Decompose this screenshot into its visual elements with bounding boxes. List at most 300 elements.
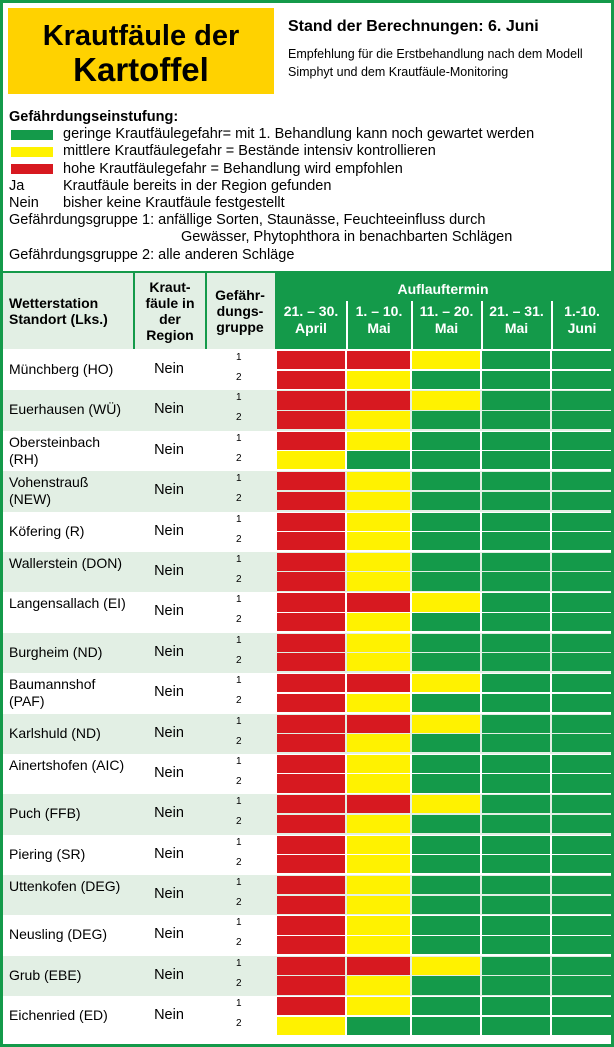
gruppe-g2: 2 — [236, 1018, 242, 1030]
station-name: Köfering (R) — [9, 522, 85, 539]
gruppe-g1: 1 — [236, 957, 242, 969]
gruppe-g2: 2 — [236, 977, 242, 989]
gruppe-g1: 1 — [236, 877, 242, 889]
krautfaeule-status: Nein — [154, 643, 184, 660]
risk-cell — [552, 593, 611, 611]
risk-cell — [412, 451, 480, 469]
risk-cell — [552, 876, 611, 894]
risk-cell — [482, 351, 550, 369]
risk-cell — [277, 997, 345, 1015]
risk-cell — [347, 634, 410, 652]
krautfaeule-status: Nein — [154, 482, 184, 499]
station-name: Langensallach (EI) — [9, 595, 126, 612]
station-name: Ainertshofen (AIC) — [9, 756, 125, 773]
col-gruppe-header: Gefähr- dungs- gruppe — [215, 287, 265, 335]
risk-cell — [347, 653, 410, 671]
gruppe-g1: 1 — [236, 473, 242, 485]
risk-cell — [412, 855, 480, 873]
risk-cell — [277, 613, 345, 631]
risk-cell — [277, 896, 345, 914]
risk-cell — [277, 411, 345, 429]
risk-cell — [552, 755, 611, 773]
risk-cell — [482, 553, 550, 571]
risk-cell — [277, 774, 345, 792]
date-header-2: 1. – 10. Mai — [355, 303, 403, 336]
risk-cell — [552, 896, 611, 914]
gruppe-g1: 1 — [236, 594, 242, 606]
risk-cell — [482, 613, 550, 631]
krautfaeule-status: Nein — [154, 401, 184, 418]
table-row — [3, 390, 611, 430]
risk-cell — [412, 1017, 480, 1035]
risk-cell — [347, 472, 410, 490]
risk-cell — [277, 876, 345, 894]
risk-cell — [482, 572, 550, 590]
krautfaeule-status: Nein — [154, 845, 184, 862]
risk-grid — [275, 915, 611, 955]
risk-cell — [552, 513, 611, 531]
col-station-header: Wetterstation Standort (Lks.) — [9, 295, 108, 327]
table-row — [3, 431, 611, 471]
risk-cell — [412, 755, 480, 773]
station-name: Baumannshof (PAF) — [9, 676, 96, 710]
risk-cell — [482, 432, 550, 450]
risk-cell — [482, 1017, 550, 1035]
risk-cell — [277, 855, 345, 873]
gruppe-g2: 2 — [236, 533, 242, 545]
risk-cell — [482, 936, 550, 954]
risk-cell — [412, 674, 480, 692]
risk-cell — [277, 351, 345, 369]
risk-cell — [552, 976, 611, 994]
risk-cell — [277, 634, 345, 652]
risk-cell — [347, 734, 410, 752]
risk-cell — [347, 855, 410, 873]
risk-cell — [412, 553, 480, 571]
risk-cell — [412, 572, 480, 590]
risk-cell — [482, 755, 550, 773]
risk-grid — [275, 633, 611, 673]
risk-grid — [275, 875, 611, 915]
krautfaeule-status: Nein — [154, 522, 184, 539]
risk-cell — [277, 572, 345, 590]
risk-cell — [482, 513, 550, 531]
station-name: Piering (SR) — [9, 845, 86, 862]
risk-cell — [552, 715, 611, 733]
risk-cell — [412, 634, 480, 652]
gruppe-g2: 2 — [236, 695, 242, 707]
table-row — [3, 794, 611, 834]
risk-cell — [552, 572, 611, 590]
risk-cell — [552, 734, 611, 752]
risk-cell — [412, 492, 480, 510]
legend-gruppe2: Gefährdungsgruppe 2: alle anderen Schläge — [9, 246, 295, 263]
risk-cell — [482, 957, 550, 975]
risk-cell — [347, 997, 410, 1015]
station-name: Neusling (DEG) — [9, 926, 108, 943]
station-name: Eichenried (ED) — [9, 1007, 108, 1024]
risk-cell — [552, 694, 611, 712]
risk-cell — [347, 674, 410, 692]
legend-title: Gefährdungseinstufung: — [9, 109, 179, 125]
green-swatch-icon — [11, 130, 53, 140]
risk-cell — [552, 1017, 611, 1035]
risk-cell — [412, 734, 480, 752]
krautfaeule-status: Nein — [154, 966, 184, 983]
gruppe-g2: 2 — [236, 614, 242, 626]
legend-ja-key: Ja — [9, 177, 25, 194]
risk-cell — [277, 653, 345, 671]
risk-cell — [482, 532, 550, 550]
risk-cell — [552, 351, 611, 369]
risk-cell — [552, 855, 611, 873]
yellow-swatch-icon — [11, 147, 53, 157]
risk-cell — [412, 936, 480, 954]
gruppe-g2: 2 — [236, 452, 242, 464]
gruppe-g1: 1 — [236, 796, 242, 808]
risk-cell — [412, 957, 480, 975]
gruppe-g1: 1 — [236, 432, 242, 444]
gruppe-g1: 1 — [236, 553, 242, 565]
gruppe-g2: 2 — [236, 897, 242, 909]
risk-cell — [347, 432, 410, 450]
risk-grid — [275, 512, 611, 552]
station-name: Euerhausen (WÜ) — [9, 401, 122, 418]
risk-cell — [347, 815, 410, 833]
krautfaeule-status: Nein — [154, 684, 184, 701]
risk-cell — [347, 836, 410, 854]
risk-grid — [275, 431, 611, 471]
risk-cell — [412, 774, 480, 792]
risk-cell — [347, 916, 410, 934]
legend-yellow — [9, 143, 607, 160]
legend-nein-key: Nein — [9, 194, 39, 211]
risk-cell — [552, 916, 611, 934]
risk-cell — [347, 755, 410, 773]
risk-cell — [552, 532, 611, 550]
risk-cell — [277, 472, 345, 490]
legend-yellow-text: mittlere Krautfäulegefahr = Bestände intensiv kontrollieren — [63, 143, 436, 160]
legend-red-text: hohe Krautfäulegefahr = Behandlung wird empfohlen — [63, 160, 403, 177]
risk-cell — [552, 613, 611, 631]
risk-cell — [552, 957, 611, 975]
risk-cell — [482, 391, 550, 409]
risk-cell — [482, 815, 550, 833]
gruppe-g1: 1 — [236, 634, 242, 646]
risk-cell — [412, 351, 480, 369]
table-row — [3, 673, 611, 713]
gruppe-g1: 1 — [236, 755, 242, 767]
risk-cell — [347, 492, 410, 510]
table-row — [3, 592, 611, 632]
risk-cell — [482, 997, 550, 1015]
risk-cell — [482, 411, 550, 429]
title-line1: Krautfäule der — [42, 20, 240, 52]
gruppe-g2: 2 — [236, 775, 242, 787]
table-row — [3, 754, 611, 794]
calculation-date: Stand der Berechnungen: 6. Juni — [288, 18, 539, 35]
krautfaeule-status: Nein — [154, 361, 184, 377]
krautfaeule-status: Nein — [154, 562, 184, 579]
divider — [133, 273, 135, 349]
risk-cell — [277, 916, 345, 934]
recommendation-text: Empfehlung für die Erstbehandlung nach dem Modell Simphyt und dem Krautfäule-Monitoring — [288, 47, 583, 79]
risk-cell — [552, 553, 611, 571]
station-name: Uttenkofen (DEG) — [9, 878, 121, 895]
risk-cell — [347, 1017, 410, 1035]
risk-cell — [277, 1017, 345, 1035]
risk-cell — [277, 451, 345, 469]
risk-cell — [347, 876, 410, 894]
risk-cell — [277, 391, 345, 409]
table-row — [3, 512, 611, 552]
risk-grid — [275, 956, 611, 996]
risk-cell — [552, 836, 611, 854]
risk-cell — [552, 815, 611, 833]
risk-cell — [277, 936, 345, 954]
risk-cell — [482, 795, 550, 813]
risk-cell — [552, 472, 611, 490]
legend-gruppe1-cont: Gewässer, Phytophthora in benachbarten Schlägen — [181, 229, 513, 246]
risk-cell — [412, 593, 480, 611]
legend-nein — [9, 195, 607, 212]
risk-grid — [275, 835, 611, 875]
krautfaeule-status: Nein — [154, 764, 184, 781]
risk-cell — [412, 694, 480, 712]
risk-cell — [412, 876, 480, 894]
station-name: Burgheim (ND) — [9, 643, 103, 660]
table-row — [3, 996, 611, 1036]
risk-cell — [412, 391, 480, 409]
table-row — [3, 875, 611, 915]
risk-cell — [482, 593, 550, 611]
risk-cell — [347, 391, 410, 409]
gruppe-g2: 2 — [236, 372, 242, 383]
risk-cell — [482, 976, 550, 994]
date-header-4: 21. – 31. Mai — [489, 303, 544, 336]
legend-red — [9, 161, 607, 178]
risk-cell — [482, 634, 550, 652]
risk-cell — [482, 694, 550, 712]
risk-cell — [412, 472, 480, 490]
station-name: Grub (EBE) — [9, 966, 82, 983]
red-swatch-icon — [11, 164, 53, 174]
title-line2: Kartoffel — [73, 51, 209, 88]
risk-cell — [552, 411, 611, 429]
risk-cell — [347, 715, 410, 733]
risk-cell — [347, 593, 410, 611]
risk-cell — [412, 371, 480, 389]
risk-cell — [347, 351, 410, 369]
risk-cell — [482, 836, 550, 854]
risk-cell — [482, 876, 550, 894]
risk-cell — [482, 451, 550, 469]
gruppe-g1: 1 — [236, 352, 242, 363]
risk-table — [3, 271, 611, 1044]
risk-cell — [347, 957, 410, 975]
gruppe-g2: 2 — [236, 735, 242, 747]
station-name: Puch (FFB) — [9, 805, 81, 822]
gruppe-g1: 1 — [236, 392, 242, 404]
date-header-3: 11. – 20. Mai — [419, 303, 474, 336]
date-header-1: 21. – 30. April — [283, 303, 339, 336]
risk-cell — [277, 432, 345, 450]
risk-cell — [552, 674, 611, 692]
risk-cell — [277, 674, 345, 692]
risk-cell — [347, 411, 410, 429]
risk-cell — [277, 694, 345, 712]
krautfaeule-status: Nein — [154, 441, 184, 458]
risk-cell — [412, 836, 480, 854]
legend-green — [9, 126, 607, 143]
risk-cell — [277, 553, 345, 571]
header — [3, 3, 611, 271]
krautfaeule-status: Nein — [154, 886, 184, 903]
risk-cell — [552, 936, 611, 954]
risk-cell — [347, 795, 410, 813]
risk-cell — [552, 774, 611, 792]
table-row — [3, 714, 611, 754]
gruppe-g1: 1 — [236, 836, 242, 848]
gruppe-g2: 2 — [236, 937, 242, 949]
risk-cell — [412, 432, 480, 450]
risk-grid — [275, 794, 611, 834]
gruppe-g1: 1 — [236, 917, 242, 929]
table-row — [3, 956, 611, 996]
krautfaeule-status: Nein — [154, 603, 184, 620]
risk-cell — [552, 997, 611, 1015]
risk-cell — [347, 451, 410, 469]
risk-cell — [277, 492, 345, 510]
risk-cell — [412, 795, 480, 813]
table-row — [3, 633, 611, 673]
table-header — [3, 273, 611, 349]
col-kraut-header: Kraut- fäule in der Region — [145, 279, 195, 343]
risk-cell — [277, 532, 345, 550]
risk-cell — [277, 957, 345, 975]
risk-cell — [277, 371, 345, 389]
risk-cell — [412, 532, 480, 550]
station-name: Wallerstein (DON) — [9, 554, 123, 571]
gruppe-g1: 1 — [236, 715, 242, 727]
risk-cell — [347, 532, 410, 550]
risk-cell — [482, 653, 550, 671]
risk-grid — [275, 714, 611, 754]
risk-cell — [552, 795, 611, 813]
gruppe-g2: 2 — [236, 654, 242, 666]
risk-cell — [347, 976, 410, 994]
risk-cell — [412, 815, 480, 833]
risk-grid — [275, 552, 611, 592]
krautfaeule-status: Nein — [154, 724, 184, 741]
risk-cell — [412, 613, 480, 631]
risk-cell — [277, 593, 345, 611]
risk-cell — [347, 371, 410, 389]
risk-cell — [552, 432, 611, 450]
risk-cell — [552, 451, 611, 469]
risk-grid — [275, 996, 611, 1036]
station-name: Karlshuld (ND) — [9, 724, 101, 741]
legend-gruppe1: Gefährdungsgruppe 1: anfällige Sorten, Staunässe, Feuchteeinfluss durch — [9, 212, 486, 229]
risk-cell — [277, 755, 345, 773]
divider — [205, 273, 207, 349]
risk-cell — [552, 492, 611, 510]
auflauftermin-title: Auflauftermin — [397, 281, 489, 297]
risk-cell — [347, 896, 410, 914]
gruppe-g1: 1 — [236, 513, 242, 525]
risk-cell — [552, 634, 611, 652]
risk-grid — [275, 673, 611, 713]
krautfaeule-status: Nein — [154, 926, 184, 943]
risk-cell — [412, 916, 480, 934]
risk-cell — [482, 715, 550, 733]
risk-cell — [482, 492, 550, 510]
auflauftermin-header — [275, 273, 611, 349]
risk-cell — [277, 513, 345, 531]
risk-cell — [412, 715, 480, 733]
risk-cell — [552, 391, 611, 409]
legend-ja — [9, 178, 607, 195]
risk-grid — [275, 350, 611, 390]
risk-cell — [347, 694, 410, 712]
station-name: Obersteinbach (RH) — [9, 433, 101, 467]
table-row — [3, 471, 611, 511]
krautfaeule-status: Nein — [154, 805, 184, 822]
gruppe-g1: 1 — [236, 675, 242, 687]
risk-cell — [277, 734, 345, 752]
table-row — [3, 915, 611, 955]
risk-cell — [482, 855, 550, 873]
risk-cell — [277, 976, 345, 994]
risk-cell — [412, 976, 480, 994]
gruppe-g2: 2 — [236, 573, 242, 585]
risk-cell — [347, 513, 410, 531]
gruppe-g2: 2 — [236, 856, 242, 868]
krautfaeule-status: Nein — [154, 1007, 184, 1024]
table-row — [3, 835, 611, 875]
risk-cell — [412, 653, 480, 671]
risk-cell — [412, 997, 480, 1015]
risk-cell — [412, 411, 480, 429]
legend-ja-text: Krautfäule bereits in der Region gefunden — [63, 177, 332, 194]
risk-cell — [347, 774, 410, 792]
table-body — [3, 350, 611, 1037]
table-row — [3, 350, 611, 390]
legend-nein-text: bisher keine Krautfäule festgestellt — [63, 194, 285, 211]
risk-cell — [277, 836, 345, 854]
risk-cell — [482, 472, 550, 490]
risk-grid — [275, 754, 611, 794]
risk-cell — [347, 572, 410, 590]
risk-cell — [482, 916, 550, 934]
date-header-5: 1.-10. Juni — [564, 303, 600, 336]
risk-cell — [277, 815, 345, 833]
risk-cell — [482, 674, 550, 692]
risk-cell — [482, 774, 550, 792]
risk-cell — [347, 613, 410, 631]
gruppe-g1: 1 — [236, 998, 242, 1010]
risk-grid — [275, 592, 611, 632]
station-name: Münchberg (HO) — [9, 361, 114, 377]
risk-cell — [552, 371, 611, 389]
risk-cell — [277, 795, 345, 813]
station-name: Vohenstrauß (NEW) — [9, 474, 89, 508]
risk-cell — [347, 553, 410, 571]
risk-cell — [277, 715, 345, 733]
gruppe-g2: 2 — [236, 493, 242, 505]
gruppe-g2: 2 — [236, 816, 242, 828]
risk-cell — [482, 371, 550, 389]
